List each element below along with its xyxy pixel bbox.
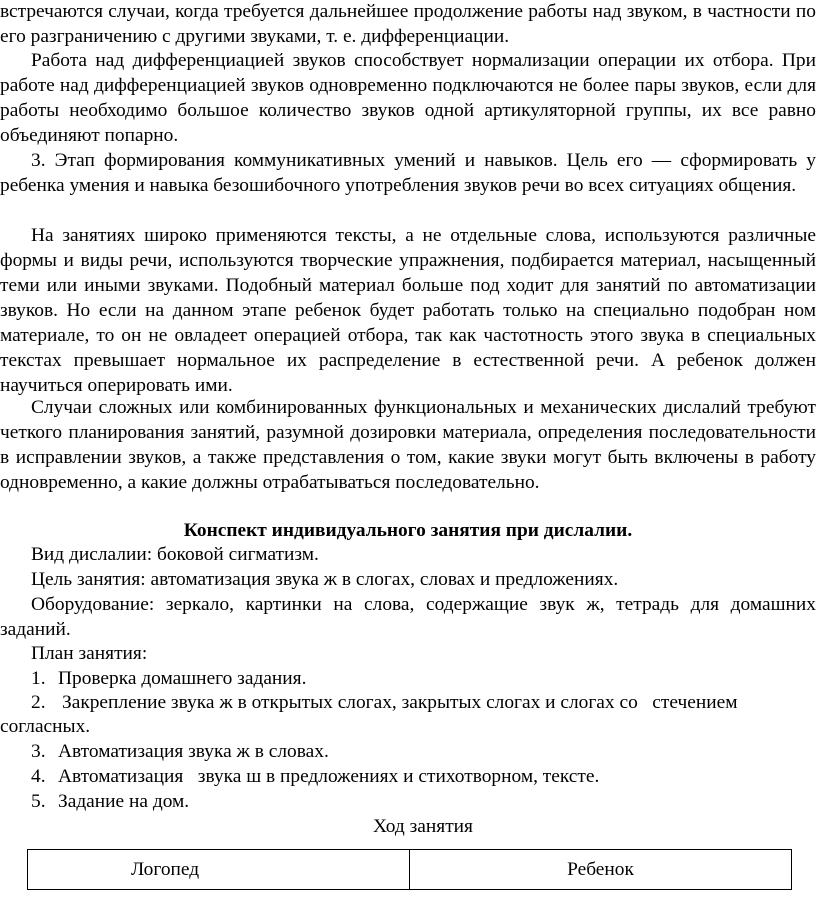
plan-item-number: 1. [31,668,46,689]
lesson-type: Вид дислалии: боковой сигматизм. [31,544,319,565]
course-heading: Ход занятия [373,816,473,837]
paragraph-texts: На занятиях широко применяются тексты, а не отдельные слова, используются различные формы и виды речи, используются творческие упражнения, подбирается материал, насыщенный теми или иными звуками. Подобный материал больше под ходит для занятий по автоматизации звуков. Но если на данном этапе ребенок будет работать только на специально подобран ном материале, то он не овладеет операцией отбора, так как частотность этого звука в специальных текстах превышает нормальное их распределение в естественной речи. А ребенок должен научиться оперировать ими. [0,225,816,396]
lesson-equipment: Оборудование: зеркало, картинки на слова, содержащие звук ж, тетрадь для домашних заданий. [0,594,816,640]
paragraph-differentiation: Работа над дифференциацией звуков способствует нормализации операции их отбора. При работе над дифференциацией звуков одновременно подключаются не более пары звуков, если для работы необходимо большое количество звуков одной артикуляторной группы, их все равно объединяют попарно. [0,50,816,146]
plan-item-text: Закрепление звука ж в открытых слогах, закрытых слогах и слогах со стечением [62,692,738,713]
plan-item-text: Задание на дом. [58,791,190,812]
table-header-row [28,850,792,890]
plan-item-text: Автоматизация звука ш в предложениях и стихотворном, тексте. [58,766,600,787]
paragraph-continuation: встречаются случаи, когда требуется дальнейшее продолжение работы над звуком, в частности по его разграничению с другими звуками, т. е. дифференциации. [0,1,816,47]
plan-item-continuation: согласных. [0,716,91,737]
plan-item [31,789,189,814]
plan-item [31,690,738,715]
plan-item-text: Автоматизация звука ж в словах. [58,741,329,762]
lesson-course-table [27,849,792,890]
paragraph-stage-3: 3. Этап формирования коммуникативных умений и навыков. Цель его — сформировать у ребенка умения и навыка безошибочного употребления звуков речи во всех ситуациях общения. [0,150,816,196]
table-header-child: Ребенок [410,850,792,890]
plan-item-number: 5. [31,791,46,812]
plan-item-text: Проверка домашнего задания. [58,668,307,689]
lesson-title: Конспект индивидуального занятия при дислалии. [183,520,633,541]
plan-item-number: 4. [31,766,46,787]
plan-item [31,666,306,691]
paragraph-complex-cases: Случаи сложных или комбинированных функциональных и механических дислалий требуют четкого планирования занятий, разумной дозировки материала, определения последовательности в исправлении звуков, а также представления о том, какие звуки могут быть включены в работу одновременно, а какие должны отрабатываться последовательно. [0,397,816,493]
plan-item [31,764,599,789]
plan-heading: План занятия: [31,643,148,664]
lesson-goal: Цель занятия: автоматизация звука ж в слогах, словах и предложениях. [31,569,619,590]
plan-item-number: 2. [31,692,46,713]
plan-item-number: 3. [31,741,46,762]
table-header-speech-therapist: Логопед [28,850,410,890]
plan-item [31,739,329,764]
